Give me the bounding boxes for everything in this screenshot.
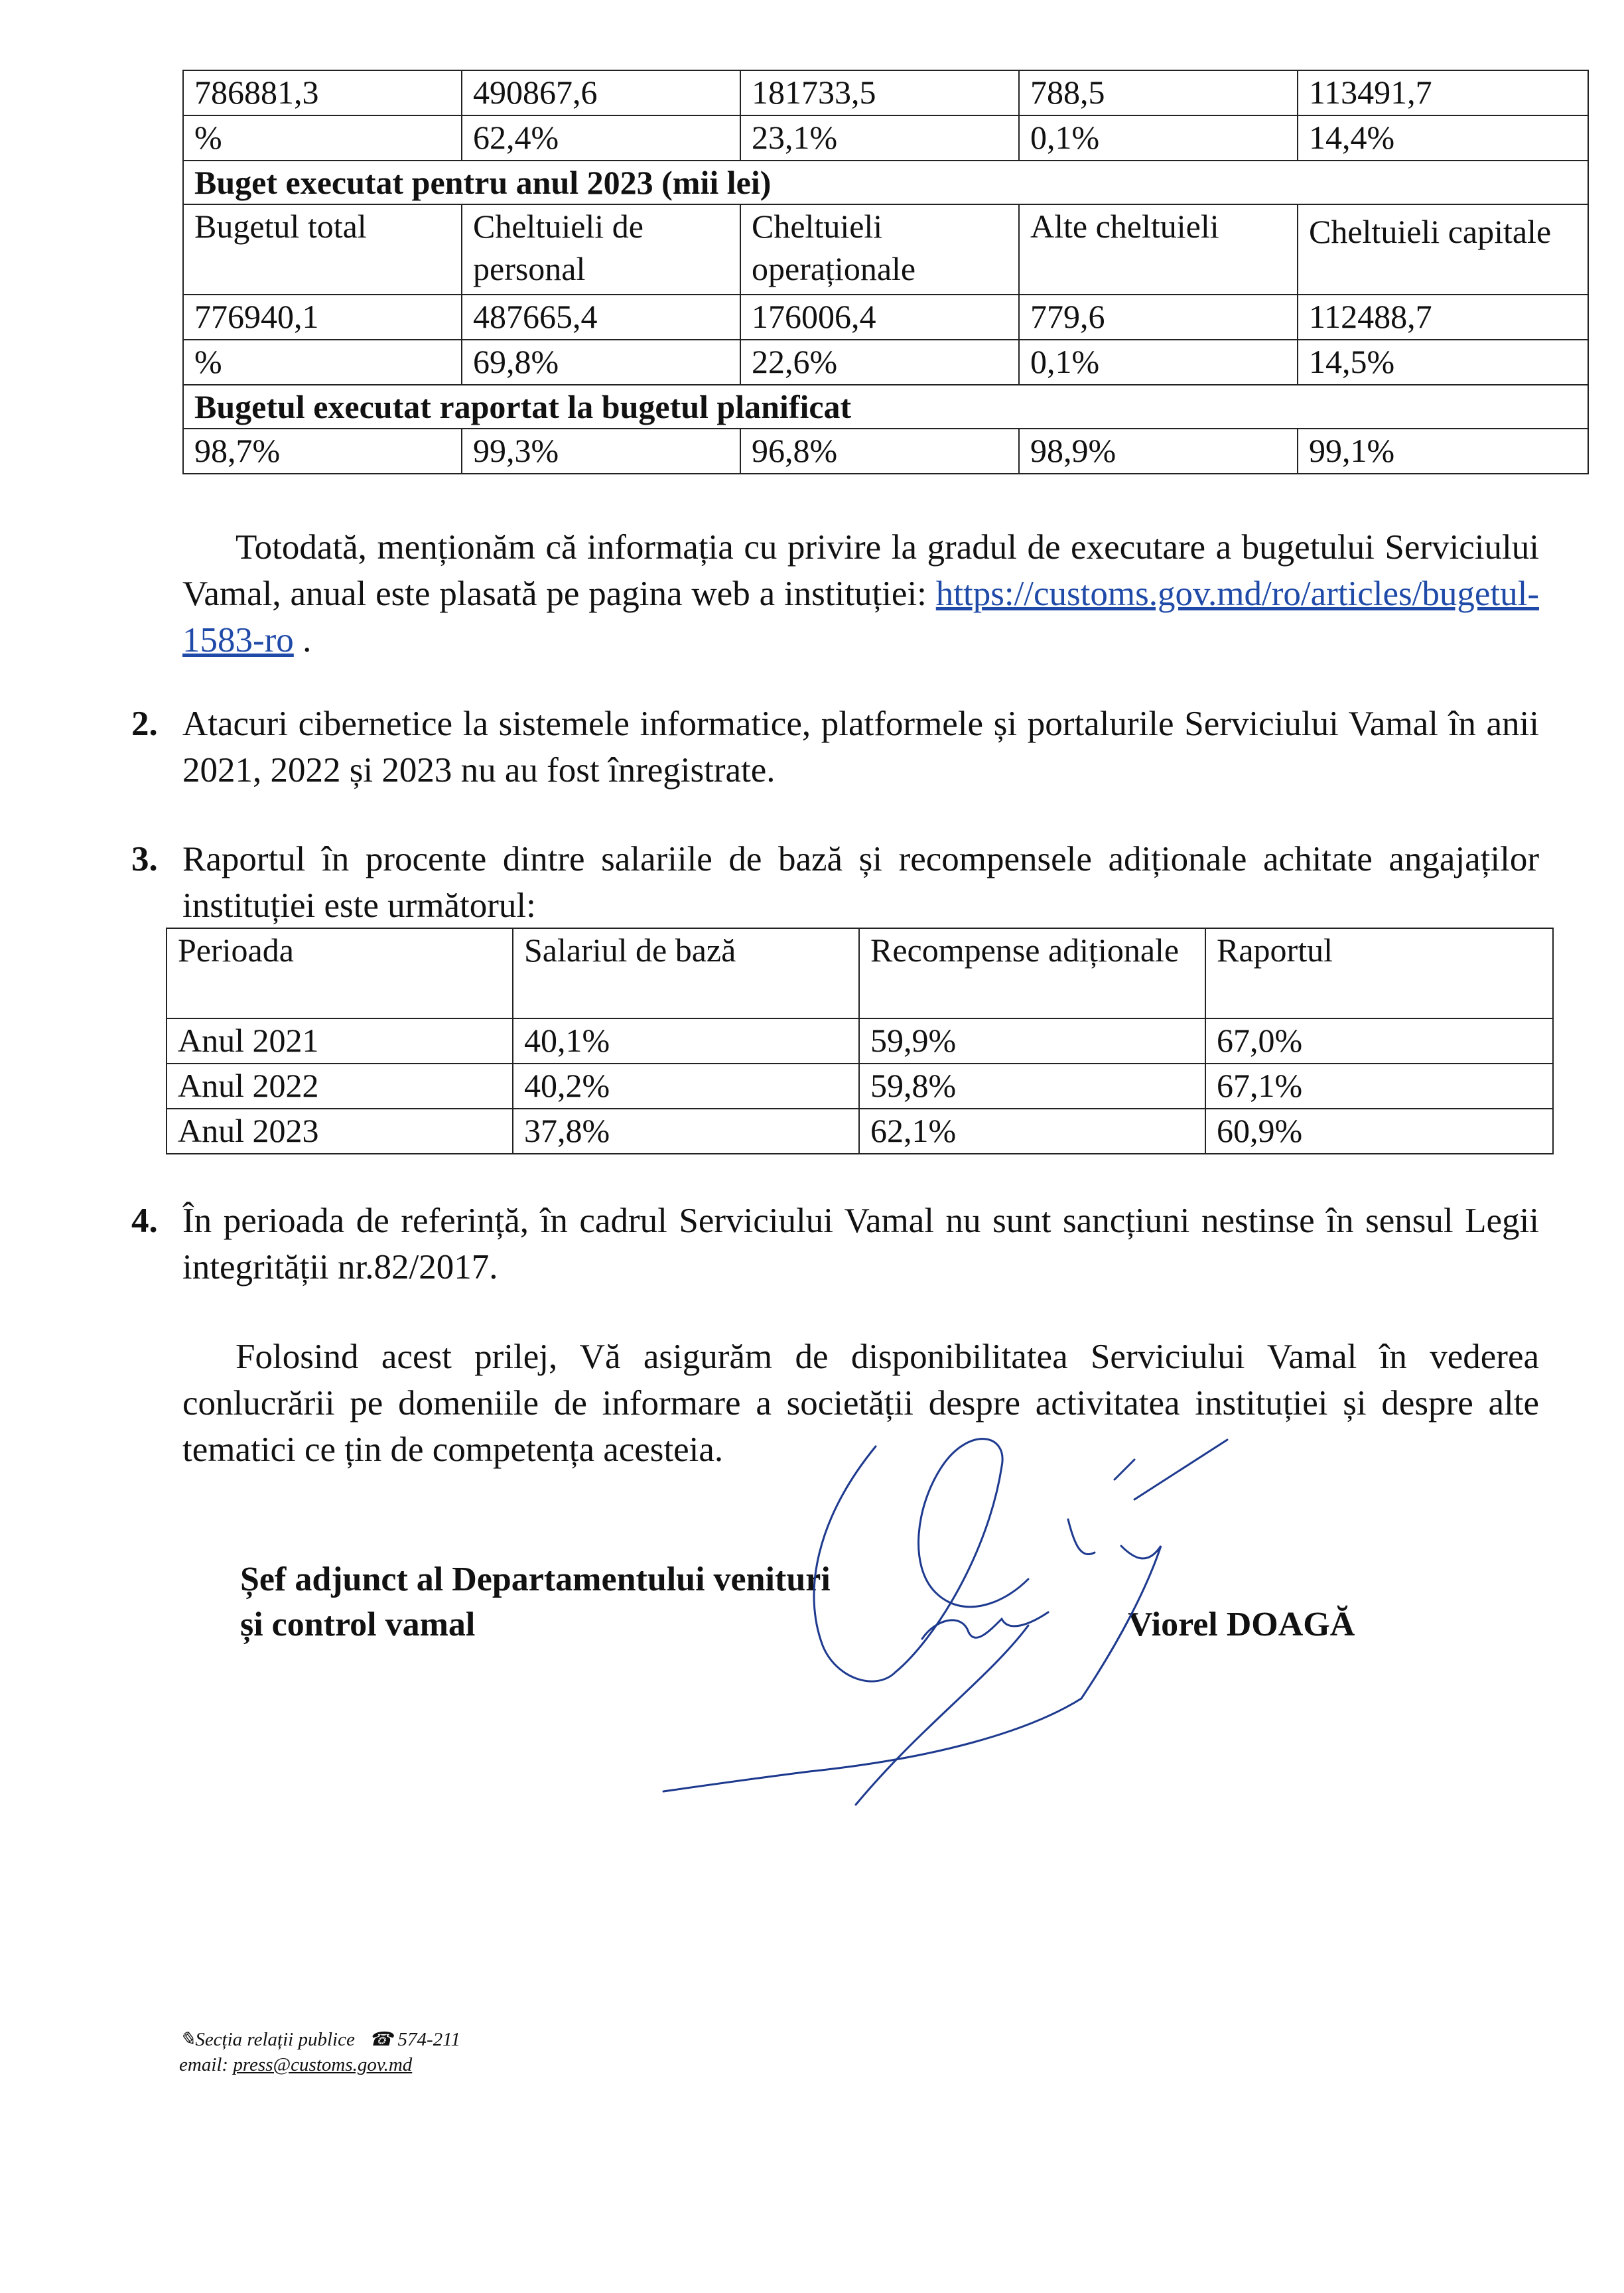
table-cell: 788,5 bbox=[1019, 70, 1298, 115]
footer-dept-line bbox=[179, 2027, 460, 2052]
item-3-text: Raportul în procente dintre salariile de bază și recompensele adiționale achitate angajaților instituției este următorul: bbox=[182, 840, 1539, 925]
intro-tail: . bbox=[303, 621, 312, 660]
table-header-cell: Raportul bbox=[1205, 928, 1553, 1018]
table-cell: 37,8% bbox=[513, 1109, 859, 1154]
table-row bbox=[183, 429, 1588, 474]
table-cell: 776940,1 bbox=[183, 295, 462, 340]
footer-email-link[interactable]: press@customs.gov.md bbox=[233, 2054, 413, 2075]
table-cell: 786881,3 bbox=[183, 70, 462, 115]
item-3-number: 3. bbox=[131, 840, 158, 878]
table-cell: Anul 2023 bbox=[167, 1109, 513, 1154]
table-header-cell: Perioada bbox=[167, 928, 513, 1018]
table-cell: 779,6 bbox=[1019, 295, 1298, 340]
table-row bbox=[183, 385, 1588, 429]
table-cell: 62,4% bbox=[462, 115, 740, 161]
table-cell: 59,9% bbox=[859, 1018, 1205, 1064]
table-cell: 0,1% bbox=[1019, 115, 1298, 161]
budget-table bbox=[182, 70, 1589, 474]
table-cell: 22,6% bbox=[740, 340, 1019, 385]
table-cell: 69,8% bbox=[462, 340, 740, 385]
signatory-title-line-2: și control vamal bbox=[240, 1606, 476, 1643]
handwritten-signature bbox=[657, 1420, 1274, 1818]
table-cell: 98,9% bbox=[1019, 429, 1298, 474]
table-cell: 0,1% bbox=[1019, 340, 1298, 385]
table-row bbox=[183, 340, 1588, 385]
table-cell: 62,1% bbox=[859, 1109, 1205, 1154]
item-4-text: În perioada de referință, în cadrul Serviciului Vamal nu sunt sancțiuni nestinse în sensul Legii integrității nr.82/2017. bbox=[182, 1202, 1539, 1286]
table-cell: % bbox=[183, 340, 462, 385]
table-header-cell: Recompense adiționale bbox=[859, 928, 1205, 1018]
signatory-title-line-1: Șef adjunct al Departamentului venituri bbox=[240, 1561, 831, 1598]
table-cell: 40,2% bbox=[513, 1064, 859, 1109]
intro-paragraph bbox=[182, 524, 1539, 663]
table-cell: 40,1% bbox=[513, 1018, 859, 1064]
table-header-cell: Alte cheltuieli bbox=[1019, 204, 1298, 295]
intro-text: Totodată, menționăm că informația cu privire la gradul de executare a bugetului Serviciului Vamal, anual este plasată pe pagina web a instituției: bbox=[182, 528, 1539, 613]
executed-heading: Buget executat pentru anul 2023 (mii lei) bbox=[183, 161, 1588, 204]
table-header-cell: Salariul de bază bbox=[513, 928, 859, 1018]
table-row bbox=[183, 70, 1588, 115]
salary-table bbox=[166, 928, 1554, 1154]
item-2-text: Atacuri cibernetice la sistemele informatice, platformele și portalurile Serviciului Vamal în anii 2021, 2022 și 2023 nu au fost înregistrate. bbox=[182, 705, 1539, 790]
table-cell: % bbox=[183, 115, 462, 161]
phone-icon: ☎ bbox=[369, 2029, 393, 2050]
table-cell: 60,9% bbox=[1205, 1109, 1553, 1154]
table-header-cell: Cheltuieli capitale bbox=[1298, 204, 1588, 295]
table-cell: 23,1% bbox=[740, 115, 1019, 161]
table-cell: 99,1% bbox=[1298, 429, 1588, 474]
table-header-cell: Cheltuieli de personal bbox=[462, 204, 740, 295]
table-cell: 96,8% bbox=[740, 429, 1019, 474]
signatory-name: Viorel DOAGĂ bbox=[1128, 1606, 1355, 1643]
table-header-cell: Cheltuieli operaționale bbox=[740, 204, 1019, 295]
table-row bbox=[167, 1064, 1553, 1109]
table-row bbox=[183, 295, 1588, 340]
table-cell: 490867,6 bbox=[462, 70, 740, 115]
table-cell: 98,7% bbox=[183, 429, 462, 474]
table-row bbox=[167, 1018, 1553, 1064]
table-cell: 59,8% bbox=[859, 1064, 1205, 1109]
table-cell: 176006,4 bbox=[740, 295, 1019, 340]
table-cell: 113491,7 bbox=[1298, 70, 1588, 115]
ratio-heading: Bugetul executat raportat la bugetul planificat bbox=[183, 385, 1588, 429]
table-header-cell: Bugetul total bbox=[183, 204, 462, 295]
closing-paragraph: Folosind acest prilej, Vă asigurăm de disponibilitatea Serviciului Vamal în vederea conlucrării pe domeniile de informare a societății despre activitatea instituției și despre alte tematici ce țin de competența acesteia. bbox=[182, 1338, 1539, 1469]
item-4-number: 4. bbox=[131, 1202, 158, 1240]
pen-icon: ✎ bbox=[179, 2029, 196, 2050]
table-cell: Anul 2021 bbox=[167, 1018, 513, 1064]
table-cell: 99,3% bbox=[462, 429, 740, 474]
table-cell: Anul 2022 bbox=[167, 1064, 513, 1109]
table-cell: 181733,5 bbox=[740, 70, 1019, 115]
table-cell: 67,0% bbox=[1205, 1018, 1553, 1064]
table-cell: 112488,7 bbox=[1298, 295, 1588, 340]
footer-email-label: email: bbox=[179, 2054, 229, 2075]
table-row bbox=[183, 115, 1588, 161]
footer-email-line bbox=[179, 2052, 412, 2077]
table-cell: 14,4% bbox=[1298, 115, 1588, 161]
footer-phone: 574-211 bbox=[397, 2029, 460, 2050]
table-row bbox=[167, 1109, 1553, 1154]
table-row bbox=[183, 204, 1588, 295]
footer-dept: Secția relații publice bbox=[195, 2029, 355, 2050]
table-cell: 14,5% bbox=[1298, 340, 1588, 385]
budget-link[interactable]: https://customs.gov.md/ro/articles/bugetul-1583-ro bbox=[182, 575, 1539, 660]
table-cell: 67,1% bbox=[1205, 1064, 1553, 1109]
table-row bbox=[167, 928, 1553, 1018]
table-row bbox=[183, 161, 1588, 204]
item-2-number: 2. bbox=[131, 705, 158, 743]
table-cell: 487665,4 bbox=[462, 295, 740, 340]
